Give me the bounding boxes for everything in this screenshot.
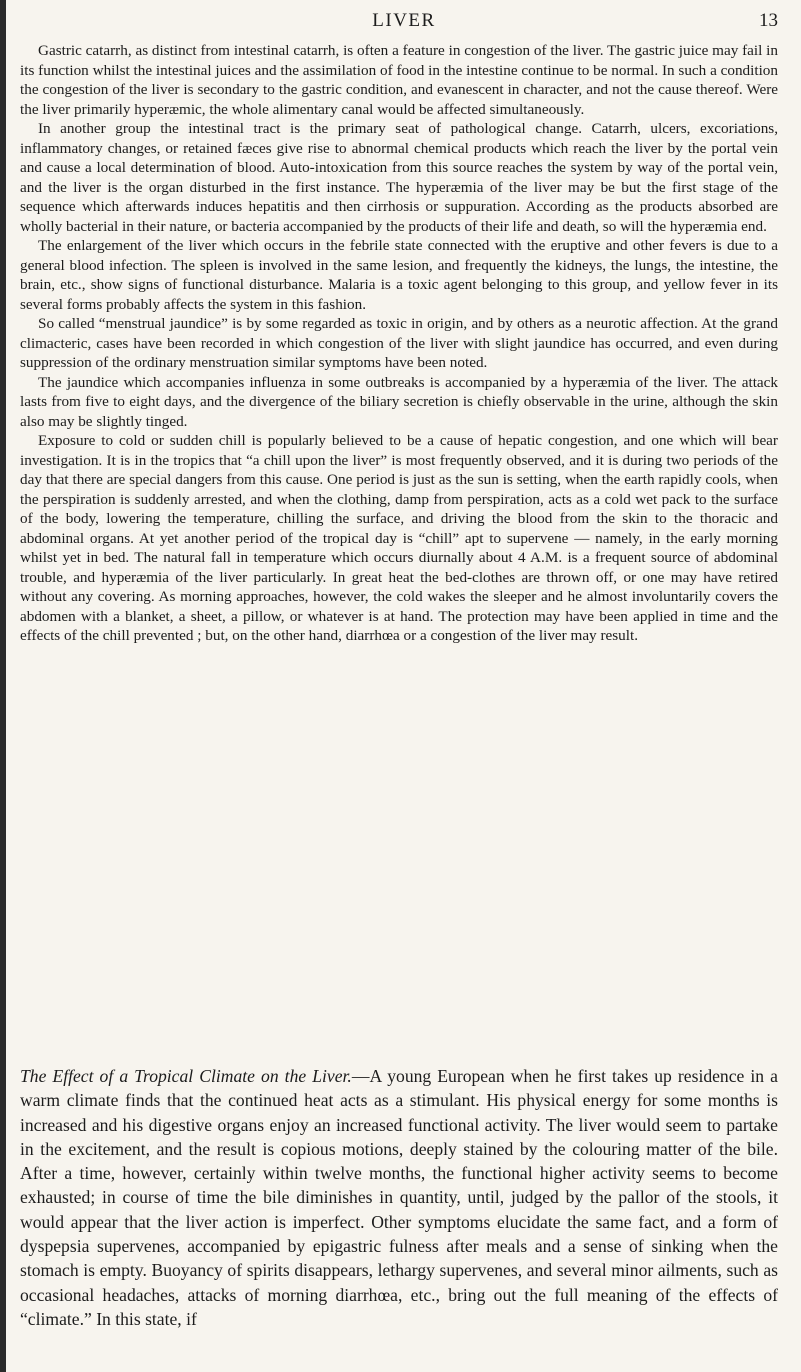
paragraph-intestinal-group: In another group the intestinal tract is the primary seat of pathological change. Catarrh, ulcers, excoriations, inflammatory changes, or retained fæces give rise to abnormal chemical products which reach the liver by the portal vein and cause a local determination of blood. Auto-intoxication from this source reaches the system by way of the portal vein, and the liver is the organ disturbed in the first instance. The hyperæmia of the liver may be but the first stage of the sequence which afterwards induces hepatitis and then cirrhosis or suppuration. According as the products absorbed are wholly bacterial in their nature, or bacteria accompanied by the products of their life and death, so will the hyperæmia end. xyxy=(20,120,778,235)
page-number: 13 xyxy=(759,10,778,31)
section-text: A young European when he first takes up residence in a warm climate finds that the continued heat acts as a stimulant. His physical energy for some months is increased and his digestive organs enjoy an increased functional activity. The liver would seem to partake in the excitement, and the result is copious motions, deeply stained by the colouring matter of the bile. After a time, however, certainly within twelve months, the functional higher activity seems to become exhausted; in course of time the bile diminishes in quantity, until, judged by the pallor of the stools, it would appear that the liver action is imperfect. Other symptoms elucidate the same fact, and a form of dyspepsia supervenes, accompanied by epigastric fulness after meals and a sense of sinking when the stomach is empty. Buoyancy of spirits disappears, lethargy supervenes, and several minor ailments, such as occasional headaches, attacks of morning diarrhœa, etc., bring out the full meaning of the effects of “climate.” In this state, if xyxy=(20,1066,778,1329)
page-edge-shadow xyxy=(0,0,6,1372)
page-header xyxy=(30,10,778,32)
paragraph-exposure-to-cold: Exposure to cold or sudden chill is popularly believed to be a cause of hepatic congestion, and one which will bear investigation. It is in the tropics that “a chill upon the liver” is most frequently observed, and it is during two periods of the day that there are special dangers from this cause. One period is just as the sun is setting, when the earth rapidly cools, when the perspiration is suddenly arrested, and when the clothing, damp from perspiration, acts as a cold wet pack to the surface of the body, lowering the temperature, chilling the surface, and driving the blood from the skin to the thoracic and abdominal organs. At yet another period of the tropical day is “chill” apt to supervene — namely, in the early morning whilst yet in bed. The natural fall in temperature which occurs diurnally about 4 A.M. is a frequent source of abdominal trouble, and hyperæmia of the liver particularly. In great heat the bed-clothes are thrown off, or one may have retired without any covering. As morning approaches, however, the cold wakes the sleeper and he almost involuntarily covers the abdomen with a blanket, a sheet, a pillow, or whatever is at hand. The protection may have been applied in time and the effects of the chill prevented ; but, on the other hand, diarrhœa or a congestion of the liver may result. xyxy=(20,432,778,644)
paragraph-febrile-state: The enlargement of the liver which occurs in the febrile state connected with the eruptive and other fevers is due to a general blood infection. The spleen is involved in the same lesion, and frequently the kidneys, the lungs, the intestine, the brain, etc., show signs of functional disturbance. Malaria is a toxic agent belonging to this group, and yellow fever in its several forms probably affects the system in this fashion. xyxy=(20,237,778,313)
section-tropical-climate xyxy=(20,1064,778,1331)
paragraph-menstrual-jaundice: So called “menstrual jaundice” is by some regarded as toxic in origin, and by others as a neurotic affection. At the grand climacteric, cases have been recorded in which congestion of the liver with slight jaundice has occurred, and even during suppression of the ordinary menstruation similar symptoms have been noted. xyxy=(20,315,778,371)
body-text xyxy=(20,41,778,646)
paragraph-influenza-jaundice: The jaundice which accompanies influenza in some outbreaks is accompanied by a hyperæmia of the liver. The attack lasts from five to eight days, and the divergence of the biliary secretion is chiefly observable in the urine, although the skin also may be slightly tinged. xyxy=(20,373,778,430)
section-dash: — xyxy=(351,1066,370,1086)
running-head: LIVER xyxy=(372,10,436,31)
paragraph-gastric-catarrh: Gastric catarrh, as distinct from intestinal catarrh, is often a feature in congestion of the liver. The gastric juice may fail in its function whilst the intestinal juices and the assimilation of food in the intestine continue to be normal. In such a condition the congestion of the liver is secondary to the gastric condition, and evanescent in character, and not the cause thereof. Were the liver primarily hyperæmic, the whole alimentary canal would be affected simultaneously. xyxy=(20,42,778,118)
section-title: The Effect of a Tropical Climate on the Liver. xyxy=(20,1066,352,1086)
section-paragraph xyxy=(20,1064,778,1331)
